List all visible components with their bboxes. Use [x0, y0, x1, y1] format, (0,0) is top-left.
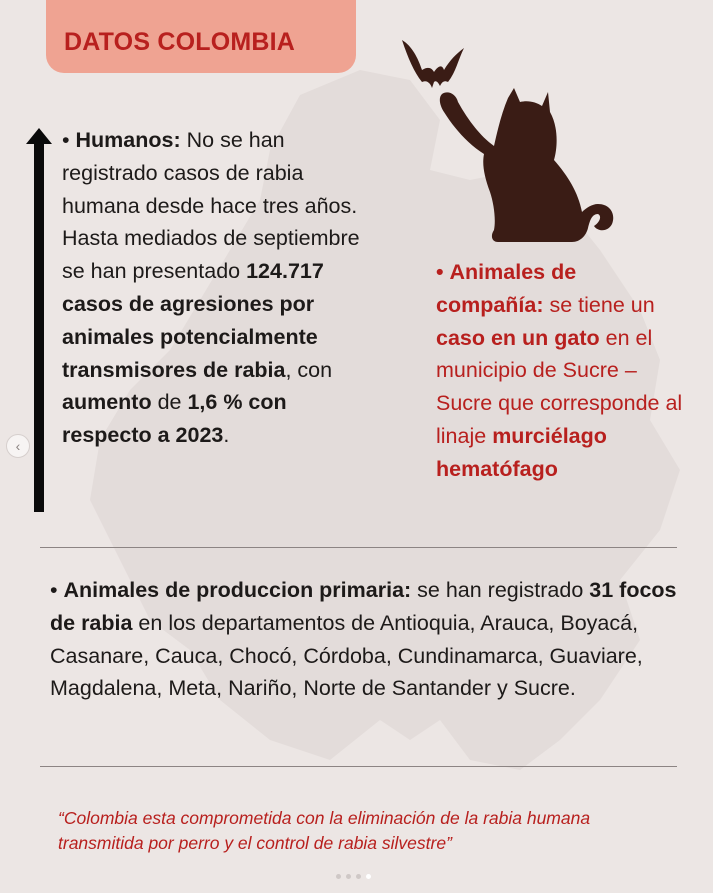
page-title: DATOS COLOMBIA [64, 28, 296, 56]
pets-label: Animales de compañía: [436, 260, 577, 317]
humans-text-2: , con [285, 357, 333, 382]
header-tab [46, 0, 356, 73]
humans-text-3: de [151, 390, 188, 415]
pets-text-2: en el municipio de Sucre – Sucre que corresponde al linaje [436, 325, 683, 448]
carousel-dot[interactable] [346, 874, 351, 879]
carousel-dots [336, 874, 371, 879]
humans-section [62, 124, 382, 452]
cat-icon [398, 36, 628, 248]
carousel-dot[interactable] [336, 874, 341, 879]
humans-text-1: No se han registrado casos de rabia humana desde hace tres años. Hasta mediados de septiembre se han presentado [62, 128, 360, 284]
divider-bottom [40, 766, 677, 767]
bat-icon [402, 40, 464, 88]
humans-text-4: . [223, 423, 230, 448]
production-bullet: • [50, 578, 58, 602]
humans-percentage: 1,6 % con respecto a 2023 [62, 390, 287, 448]
humans-label: Humanos: [75, 128, 181, 152]
divider-top [40, 547, 677, 548]
pets-bullet: • [436, 260, 444, 284]
up-arrow-icon [26, 128, 52, 512]
chevron-left-icon[interactable]: ‹ [6, 434, 30, 458]
pets-cat-case: caso en un gato [436, 325, 600, 350]
production-text-2: en los departamentos de Antioquia, Arauca, Boyacá, Casanare, Cauca, Chocó, Córdoba, Cundinamarca, Guaviare, Magdalena, Meta, Nariño, Norte de Santander y Sucre. [50, 610, 643, 701]
humans-aggressions: 124.717 casos de agresiones por animales potencialmente transmisores de rabia [62, 259, 324, 382]
production-text-1: se han registrado [411, 578, 590, 602]
production-label: Animales de produccion primaria: [63, 578, 412, 602]
pets-text-1: se tiene un [543, 292, 655, 317]
pets-lineage: murciélago hematófago [436, 423, 607, 481]
carousel-dot[interactable] [356, 874, 361, 879]
pets-section [436, 256, 686, 486]
closing-quote: “Colombia esta comprometida con la eliminación de la rabia humana transmitida por perro y el control de rabia silvestre” [58, 808, 591, 853]
humans-increase: aumento [62, 390, 152, 415]
production-section [50, 574, 680, 705]
production-outbreaks: 31 focos de rabia [50, 578, 677, 635]
carousel-dot[interactable] [366, 874, 371, 879]
humans-bullet: • [62, 128, 70, 152]
